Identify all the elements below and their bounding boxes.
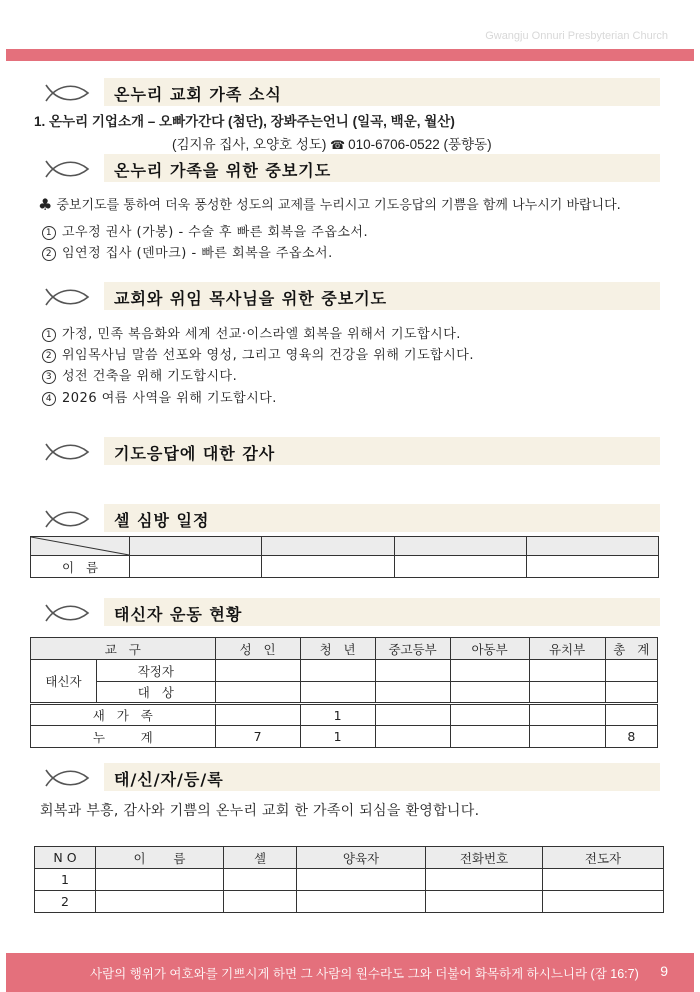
circled-number: 1 bbox=[42, 328, 56, 342]
footer-verse: 사람의 행위가 여호와를 기쁘시게 하면 그 사람의 원수라도 그와 더불어 화목하게 하시느니라 (잠 16:7) bbox=[90, 967, 639, 981]
section-title-box bbox=[104, 598, 660, 626]
column-header: 이 름 bbox=[96, 847, 224, 869]
column-header: N O bbox=[35, 847, 96, 869]
section-title: 태/신/자/등/록 bbox=[114, 770, 224, 789]
table-cell bbox=[450, 704, 529, 726]
prayer-item bbox=[42, 387, 277, 406]
family-prayer-intro bbox=[38, 194, 621, 214]
prayer-item bbox=[42, 344, 474, 363]
section-title: 셀 심방 일정 bbox=[114, 511, 210, 530]
table-cell bbox=[262, 537, 394, 556]
column-header: 총 계 bbox=[605, 638, 657, 660]
name-label: 이 름 bbox=[31, 556, 130, 578]
column-header: 중고등부 bbox=[375, 638, 450, 660]
table-cell bbox=[224, 891, 297, 913]
table-cell bbox=[224, 869, 297, 891]
section-header-church-prayer bbox=[38, 282, 660, 310]
section-title-box bbox=[104, 437, 660, 465]
table-cell bbox=[375, 682, 450, 704]
section-header-news bbox=[38, 78, 660, 106]
contact-names: (김지유 집사, 오양호 성도) bbox=[172, 137, 327, 152]
column-header: 유치부 bbox=[529, 638, 605, 660]
table-cell bbox=[450, 682, 529, 704]
fish-icon bbox=[44, 83, 90, 103]
phone-icon: ☎ bbox=[330, 138, 346, 152]
column-header: 전도자 bbox=[543, 847, 664, 869]
table-row bbox=[31, 537, 659, 556]
table-cell bbox=[375, 704, 450, 726]
club-icon: ♣ bbox=[38, 195, 53, 214]
table-cell bbox=[543, 891, 664, 913]
footer-bar bbox=[6, 953, 694, 992]
column-header: 청 년 bbox=[300, 638, 375, 660]
table-cell bbox=[394, 556, 526, 578]
table-cell bbox=[529, 726, 605, 748]
prayer-item bbox=[42, 242, 333, 261]
column-header: 전화번호 bbox=[426, 847, 543, 869]
table-row bbox=[31, 682, 658, 704]
table-cell bbox=[215, 704, 300, 726]
table-cell bbox=[297, 891, 426, 913]
section-header-cell bbox=[38, 504, 660, 532]
table-cell bbox=[426, 869, 543, 891]
prayer-text: 가정, 민족 복음화와 세계 선교·이스라엘 회복을 위해서 기도합시다. bbox=[62, 327, 461, 342]
table-cell: 8 bbox=[605, 726, 657, 748]
table-cell bbox=[426, 891, 543, 913]
table-cell bbox=[215, 682, 300, 704]
table-row bbox=[35, 847, 664, 869]
circled-number: 4 bbox=[42, 392, 56, 406]
intro-text: 중보기도를 통하여 더욱 풍성한 성도의 교제를 누리시고 기도응답의 기쁨을 함께 나누시기 바랍니다. bbox=[56, 198, 621, 213]
table-row bbox=[35, 869, 664, 891]
row-number: 2 bbox=[35, 891, 96, 913]
table-row bbox=[31, 660, 658, 682]
table-row bbox=[31, 638, 658, 660]
section-header-thanks bbox=[38, 437, 660, 465]
table-cell bbox=[394, 537, 526, 556]
diagonal-cell bbox=[31, 537, 130, 556]
page-number: 9 bbox=[660, 963, 668, 979]
column-header: 아동부 bbox=[450, 638, 529, 660]
prayer-item bbox=[42, 365, 237, 384]
table-cell bbox=[375, 660, 450, 682]
section-title: 태신자 운동 현황 bbox=[114, 605, 243, 624]
table-row bbox=[35, 891, 664, 913]
fish-icon bbox=[44, 603, 90, 623]
section-title: 교회와 위임 목사님을 위한 중보기도 bbox=[114, 289, 388, 308]
table-cell bbox=[130, 537, 262, 556]
prayer-text: 성전 건축을 위해 기도합시다. bbox=[62, 369, 238, 384]
row-label: 대 상 bbox=[97, 682, 216, 704]
circled-number: 2 bbox=[42, 247, 56, 261]
table-cell bbox=[605, 682, 657, 704]
church-name: Gwangju Onnuri Presbyterian Church bbox=[485, 30, 668, 42]
section-title: 온누리 교회 가족 소식 bbox=[114, 85, 282, 104]
table-cell bbox=[529, 660, 605, 682]
cell-visit-table bbox=[30, 536, 659, 578]
table-row bbox=[31, 556, 659, 578]
table-cell bbox=[215, 660, 300, 682]
news-item-contact bbox=[172, 133, 492, 153]
section-title-box bbox=[104, 78, 660, 106]
section-header-family-prayer bbox=[38, 154, 660, 182]
section-title: 기도응답에 대한 감사 bbox=[114, 444, 276, 463]
table-cell bbox=[529, 682, 605, 704]
column-header: 셀 bbox=[224, 847, 297, 869]
table-cell bbox=[543, 869, 664, 891]
prayer-item bbox=[42, 323, 461, 342]
table-row bbox=[31, 704, 658, 726]
table-cell bbox=[297, 869, 426, 891]
table-cell bbox=[605, 660, 657, 682]
table-cell bbox=[450, 660, 529, 682]
registration-table bbox=[34, 846, 664, 913]
welcome-message: 회복과 부흥, 감사와 기쁨의 온누리 교회 한 가족이 되심을 환영합니다. bbox=[40, 803, 480, 819]
fish-icon bbox=[44, 287, 90, 307]
prayer-text: 위임목사님 말씀 선포와 영성, 그리고 영육의 건강을 위해 기도합시다. bbox=[62, 348, 474, 363]
table-cell bbox=[300, 682, 375, 704]
top-accent-bar bbox=[6, 49, 694, 61]
section-header-evangelism bbox=[38, 598, 660, 626]
section-title-box bbox=[104, 763, 660, 791]
section-title: 온누리 가족을 위한 중보기도 bbox=[114, 161, 332, 180]
prayer-text: 2026 여름 사역을 위해 기도합시다. bbox=[62, 391, 277, 406]
table-cell bbox=[300, 660, 375, 682]
fish-icon bbox=[44, 768, 90, 788]
row-group-label: 태신자 bbox=[31, 660, 97, 704]
table-cell bbox=[96, 891, 224, 913]
section-title-box bbox=[104, 154, 660, 182]
table-cell bbox=[375, 726, 450, 748]
fish-icon bbox=[44, 442, 90, 462]
table-cell: 1 bbox=[300, 704, 375, 726]
column-header: 성 인 bbox=[215, 638, 300, 660]
fish-icon bbox=[44, 159, 90, 179]
table-cell bbox=[529, 704, 605, 726]
column-header: 교 구 bbox=[31, 638, 216, 660]
table-cell bbox=[605, 704, 657, 726]
table-cell bbox=[526, 537, 658, 556]
table-cell bbox=[526, 556, 658, 578]
table-row bbox=[31, 726, 658, 748]
fish-icon bbox=[44, 509, 90, 529]
table-cell bbox=[450, 726, 529, 748]
row-number: 1 bbox=[35, 869, 96, 891]
table-cell bbox=[262, 556, 394, 578]
prayer-text: 고우정 권사 (가봉) - 수술 후 빠른 회복을 주옵소서. bbox=[62, 225, 369, 240]
contact-phone: 010-6706-0522 (풍향동) bbox=[348, 137, 492, 152]
row-label: 누 계 bbox=[31, 726, 216, 748]
row-label: 새 가 족 bbox=[31, 704, 216, 726]
table-cell: 7 bbox=[215, 726, 300, 748]
circled-number: 2 bbox=[42, 349, 56, 363]
prayer-text: 임연정 집사 (덴마크) - 빠른 회복을 주옵소서. bbox=[62, 246, 333, 261]
table-cell: 1 bbox=[300, 726, 375, 748]
news-item-title: 1. 온누리 기업소개 – 오빠가간다 (첨단), 장봐주는언니 (일곡, 백운, 월산) bbox=[34, 114, 455, 129]
section-header-registration bbox=[38, 763, 660, 791]
section-title-box bbox=[104, 504, 660, 532]
circled-number: 3 bbox=[42, 370, 56, 384]
prayer-item bbox=[42, 221, 368, 240]
circled-number: 1 bbox=[42, 226, 56, 240]
evangelism-table bbox=[30, 637, 658, 748]
table-cell bbox=[96, 869, 224, 891]
column-header: 양육자 bbox=[297, 847, 426, 869]
row-label: 작정자 bbox=[97, 660, 216, 682]
table-cell bbox=[130, 556, 262, 578]
section-title-box bbox=[104, 282, 660, 310]
